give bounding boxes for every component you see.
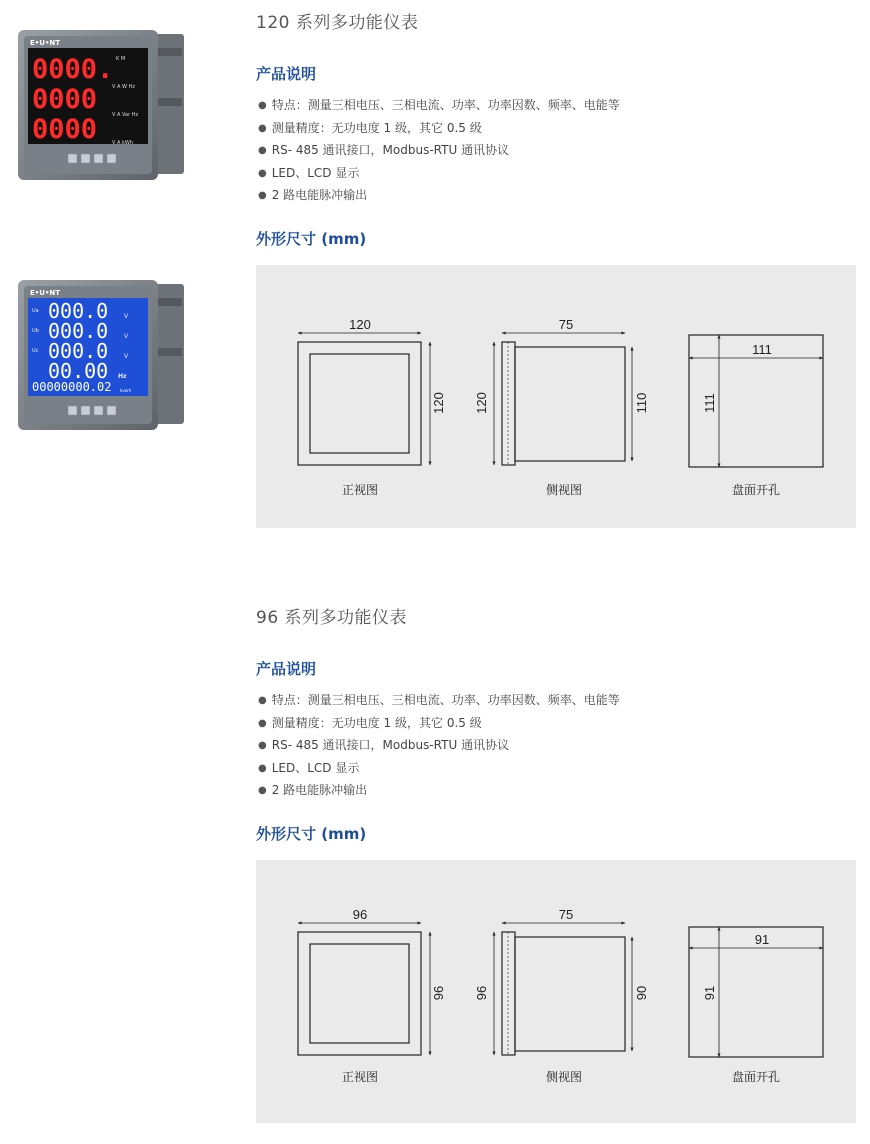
front-view-drawing — [298, 923, 430, 1055]
list-item: ● LED、LCD 显示 — [258, 757, 620, 780]
lcd-unit-2: V — [124, 333, 129, 340]
led-unit-3: V A Var Hz — [112, 112, 139, 118]
lcd-phase-3: Uc — [32, 348, 39, 354]
lcd-row-2: 000.0 — [48, 319, 109, 343]
series-title: 96 系列多功能仪表 — [256, 608, 408, 628]
side-view-caption: 侧视图 — [545, 483, 582, 497]
series-title: 120 系列多功能仪表 — [256, 13, 419, 33]
list-item: ● RS- 485 通讯接口，Modbus-RTU 通讯协议 — [258, 734, 620, 757]
list-item: ● 测量精度：无功电度 1 级，其它 0.5 级 — [258, 712, 620, 735]
lcd-phase-2: Ub — [32, 328, 39, 334]
list-item: ● 测量精度：无功电度 1 级，其它 0.5 级 — [258, 117, 620, 140]
led-unit-1: K M — [116, 56, 126, 62]
cutout-height-label: 91 — [702, 985, 717, 1001]
lcd-row-4: 00.00 — [48, 359, 109, 383]
dimensions-heading: 外形尺寸 (mm) — [256, 230, 367, 248]
lcd-unit-1: V — [124, 313, 129, 320]
front-view-drawing — [298, 333, 430, 465]
cutout-caption: 盘面开孔 — [731, 483, 780, 497]
side-depth-label: 75 — [558, 907, 574, 922]
meter-brand-label: E•U•NT — [30, 289, 61, 297]
front-view-caption: 正视图 — [341, 483, 378, 497]
product-section-96 — [0, 595, 870, 1144]
led-row-2: 0000 — [32, 84, 98, 115]
list-item: ● 2 路电能脉冲输出 — [258, 779, 620, 802]
side-view-drawing — [494, 923, 632, 1055]
front-view-caption: 正视图 — [341, 1070, 378, 1084]
cutout-caption: 盘面开孔 — [731, 1070, 780, 1084]
side-view-drawing — [494, 333, 632, 465]
lcd-phase-1: Ua — [32, 308, 39, 314]
front-width-label: 96 — [352, 907, 368, 922]
led-unit-2: V A W Hz — [112, 84, 135, 90]
product-description-heading: 产品说明 — [256, 660, 317, 678]
side-view-caption: 侧视图 — [545, 1070, 582, 1084]
cutout-width-label: 111 — [752, 342, 772, 357]
led-row-3: 0000 — [32, 114, 98, 145]
product-description-heading: 产品说明 — [256, 65, 317, 83]
list-item: ● 2 路电能脉冲输出 — [258, 184, 620, 207]
cutout-height-label: 111 — [702, 393, 717, 413]
dimension-drawing-panel — [256, 860, 856, 1123]
list-item: ● RS- 485 通讯接口，Modbus-RTU 通讯协议 — [258, 139, 620, 162]
list-item: ● 特点：测量三相电压、三相电流、功率、功率因数、频率、电能等 — [258, 689, 620, 712]
side-outer-height-label: 96 — [474, 985, 489, 1001]
led-unit-4: V A kWh — [112, 140, 134, 146]
meter-brand-label: E•U•NT — [30, 39, 61, 47]
lcd-energy-unit: kvarh — [120, 388, 132, 393]
dimension-drawing-panel — [256, 265, 856, 528]
cutout-width-label: 91 — [754, 932, 770, 947]
led-row-1: 0000. — [32, 54, 114, 85]
list-item: ● LED、LCD 显示 — [258, 162, 620, 185]
front-height-label: 120 — [431, 392, 446, 414]
lcd-unit-4: Hz — [118, 373, 127, 380]
lcd-row-3: 000.0 — [48, 339, 109, 363]
side-inner-height-label: 110 — [634, 392, 649, 414]
feature-list — [258, 94, 620, 207]
dimensions-heading: 外形尺寸 (mm) — [256, 825, 367, 843]
front-height-label: 96 — [431, 985, 446, 1001]
product-section-120 — [0, 0, 870, 560]
front-width-label: 120 — [349, 317, 371, 332]
lcd-unit-3: V — [124, 353, 129, 360]
side-depth-label: 75 — [558, 317, 574, 332]
lcd-energy: 00000000.02 — [32, 380, 112, 394]
led-meter-image — [16, 28, 186, 188]
side-outer-height-label: 120 — [474, 392, 489, 414]
feature-list — [258, 689, 620, 802]
list-item: ● 特点：测量三相电压、三相电流、功率、功率因数、频率、电能等 — [258, 94, 620, 117]
lcd-row-1: 000.0 — [48, 299, 109, 323]
side-inner-height-label: 90 — [634, 985, 649, 1001]
lcd-meter-image — [16, 278, 186, 438]
